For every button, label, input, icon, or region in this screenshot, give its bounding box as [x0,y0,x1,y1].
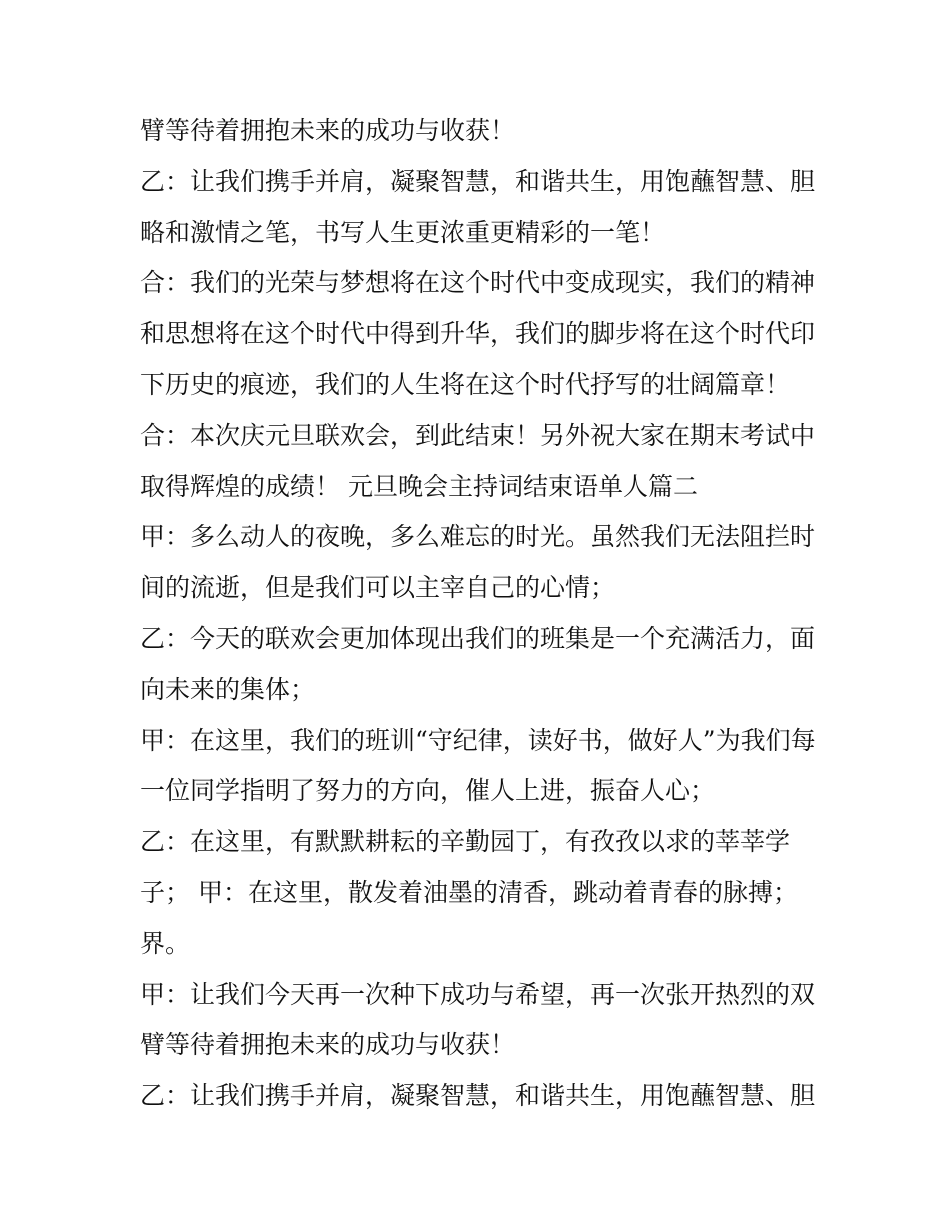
text-line-2: 乙：让我们携手并肩，凝聚智慧，和谐共生，用饱蘸智慧、胆 [140,166,816,196]
text-line-3: 略和激情之笔，书写人生更浓重更精彩的一笔！ [140,217,666,247]
text-line-13: 甲：在这里，我们的班训“守纪律，读好书，做好人”为我们每 [140,725,816,755]
text-line-11: 乙：今天的联欢会更加体现出我们的班集是一个充满活力，面 [140,623,816,653]
text-line-20: 乙：让我们携手并肩，凝聚智慧，和谐共生，用饱蘸智慧、胆 [140,1081,816,1111]
text-line-9: 甲：多么动人的夜晚，多么难忘的时光。虽然我们无法阻拦时 [140,522,816,552]
text-line-14: 一位同学指明了努力的方向，催人上进，振奋人心； [140,776,716,806]
text-line-4: 合：我们的光荣与梦想将在这个时代中变成现实，我们的精神 [140,268,816,298]
text-line-19: 臂等待着拥抱未来的成功与收获！ [140,1030,516,1060]
text-line-1: 臂等待着拥抱未来的成功与收获！ [140,116,516,145]
text-line-8: 取得辉煌的成绩！ 元旦晚会主持词结束语单人篇二 [140,471,698,501]
text-line-15: 乙：在这里，有默默耕耘的辛勤园丁，有孜孜以求的莘莘学 [140,827,791,857]
text-line-12: 向未来的集体； [140,674,316,704]
text-line-7: 合：本次庆元旦联欢会，到此结束！另外祝大家在期末考试中 [140,420,816,450]
text-line-16: 子； 甲：在这里，散发着油墨的清香，跳动着青春的脉搏； [140,877,798,907]
text-line-10: 间的流逝，但是我们可以主宰自己的心情； [140,573,616,603]
text-line-6: 下历史的痕迹，我们的人生将在这个时代抒写的壮阔篇章！ [140,369,791,399]
text-line-17: 界。 [140,928,191,958]
text-line-5: 和思想将在这个时代中得到升华，我们的脚步将在这个时代印 [140,319,816,349]
text-line-18: 甲：让我们今天再一次种下成功与希望，再一次张开热烈的双 [140,979,816,1009]
document-body [140,106,830,1122]
